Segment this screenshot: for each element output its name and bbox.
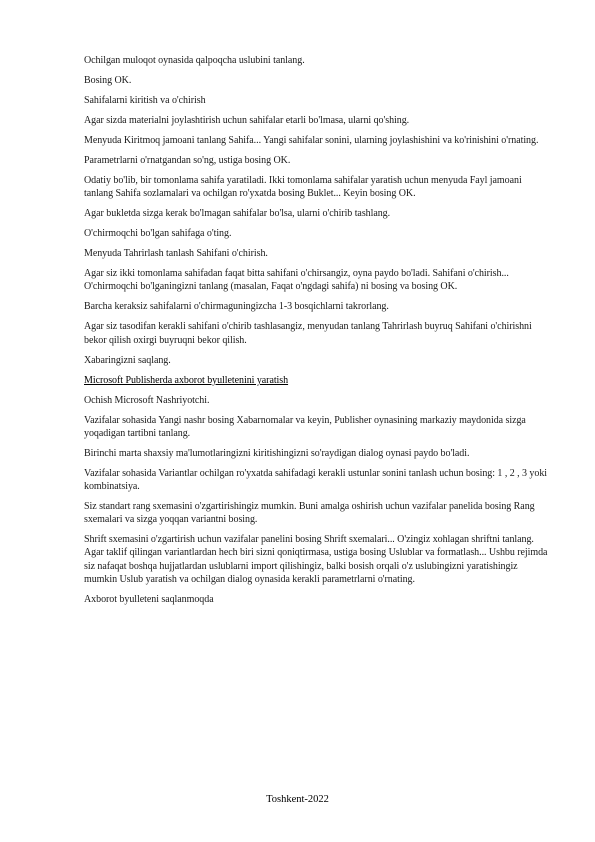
paragraph-5: Menyuda Kiritmoq jamoani tanlang Sahifa... Yangi sahifalar sonini, ularning joylashishini va ko'rinishini o'rnating.	[84, 135, 539, 146]
paragraph-6: Parametrlarni o'rnatgandan so'ng, ustiga bosing OK.	[84, 155, 291, 166]
page-footer: Toshkent-2022	[266, 794, 329, 805]
paragraph-1: Ochilgan muloqot oynasida qalpoqcha uslubini tanlang.	[84, 55, 305, 66]
paragraph-4: Agar sizda materialni joylashtirish uchun sahifalar etarli bo'lmasa, ularni qo'shing.	[84, 115, 410, 126]
paragraph-18: Vazifalar sohasida Variantlar ochilgan ro'yxatda sahifadagi kerakli ustunlar sonini tanlash uchun bosing: 1 , 2 , 3 yoki kombinatsiya.	[84, 467, 548, 493]
paragraph-9: O'chirmoqchi bo'lgan sahifaga o'ting.	[84, 228, 232, 240]
paragraph-3: Sahifalarni kiritish va o'chirish	[84, 95, 206, 106]
section-heading: Microsoft Publisherda axborot byulletenini yaratish	[84, 374, 289, 386]
paragraph-10: Menyuda Tahrirlash tanlash Sahifani o'chirish.	[84, 248, 268, 260]
paragraph-21: Axborot byulleteni saqlanmoqda	[84, 593, 214, 605]
paragraph-13: Agar siz tasodifan kerakli sahifani o'chirib tashlasangiz, menyudan tanlang Tahrirlash buyruq Sahifani o'chirishni bekor qilish oxirgi buyruqni bekor qilish.	[84, 321, 532, 346]
paragraph-14: Xabaringizni saqlang.	[84, 354, 171, 366]
paragraph-20: Shrift sxemasini o'zgartirish uchun vazifalar panelini bosing Shrift sxemalari... O'zingiz xohlagan shriftni tanlang. Agar taklif qilingan variantlardan hech biri sizni qoniqtirmasa, ustiga bosing Uslublar va formatlash... Ushbu rejimda siz nafaqat boshqa hujjatlardan uslublarni import qilishingiz, balki bosish orqali o'z uslubingizni yaratishingiz mumkin Uslub yaratish va ochilgan dialog oynasida kerakli parametrlarni o'rnating.	[84, 534, 548, 585]
paragraph-16: Vazifalar sohasida Yangi nashr bosing Xabarnomalar va keyin, Publisher oynasining markaziy maydonida sizga yoqadigan tartibni tanlang.	[84, 414, 526, 439]
paragraph-8: Agar bukletda sizga kerak bo'lmagan sahifalar bo'lsa, ularni o'chirib tashlang.	[84, 208, 391, 220]
paragraph-19: Siz standart rang sxemasini o'zgartirishingiz mumkin. Buni amalga oshirish uchun vazifalar panelida bosing Rang sxemalari va sizga yoqqan variantni bosing.	[84, 501, 535, 526]
paragraph-7: Odatiy bo'lib, bir tomonlama sahifa yaratiladi. Ikki tomonlama sahifalar yaratish uchun menyuda Fayl jamoani tanlang Sahifa sozlamalari va ochilgan ro'yxatda bosing Buklet... Keyin bosing OK.	[84, 175, 522, 200]
paragraph-15: Ochish Microsoft Nashriyotchi.	[84, 394, 210, 406]
paragraph-2: Bosing OK.	[84, 75, 132, 86]
paragraph-17: Birinchi marta shaxsiy ma'lumotlaringizni kiritishingizni so'raydigan dialog oynasi paydo bo'ladi.	[84, 447, 470, 459]
paragraph-11: Agar siz ikki tomonlama sahifadan faqat bitta sahifani o'chirsangiz, oyna paydo bo'ladi. Sahifani o'chirish... O'chirmoqchi bo'lganingizni tanlang (masalan, Faqat o'ngdagi sahifa) ni bosing va bosing OK.	[84, 268, 509, 293]
document-body	[84, 54, 552, 613]
paragraph-12: Barcha keraksiz sahifalarni o'chirmaguningizcha 1-3 bosqichlarni takrorlang.	[84, 301, 389, 313]
